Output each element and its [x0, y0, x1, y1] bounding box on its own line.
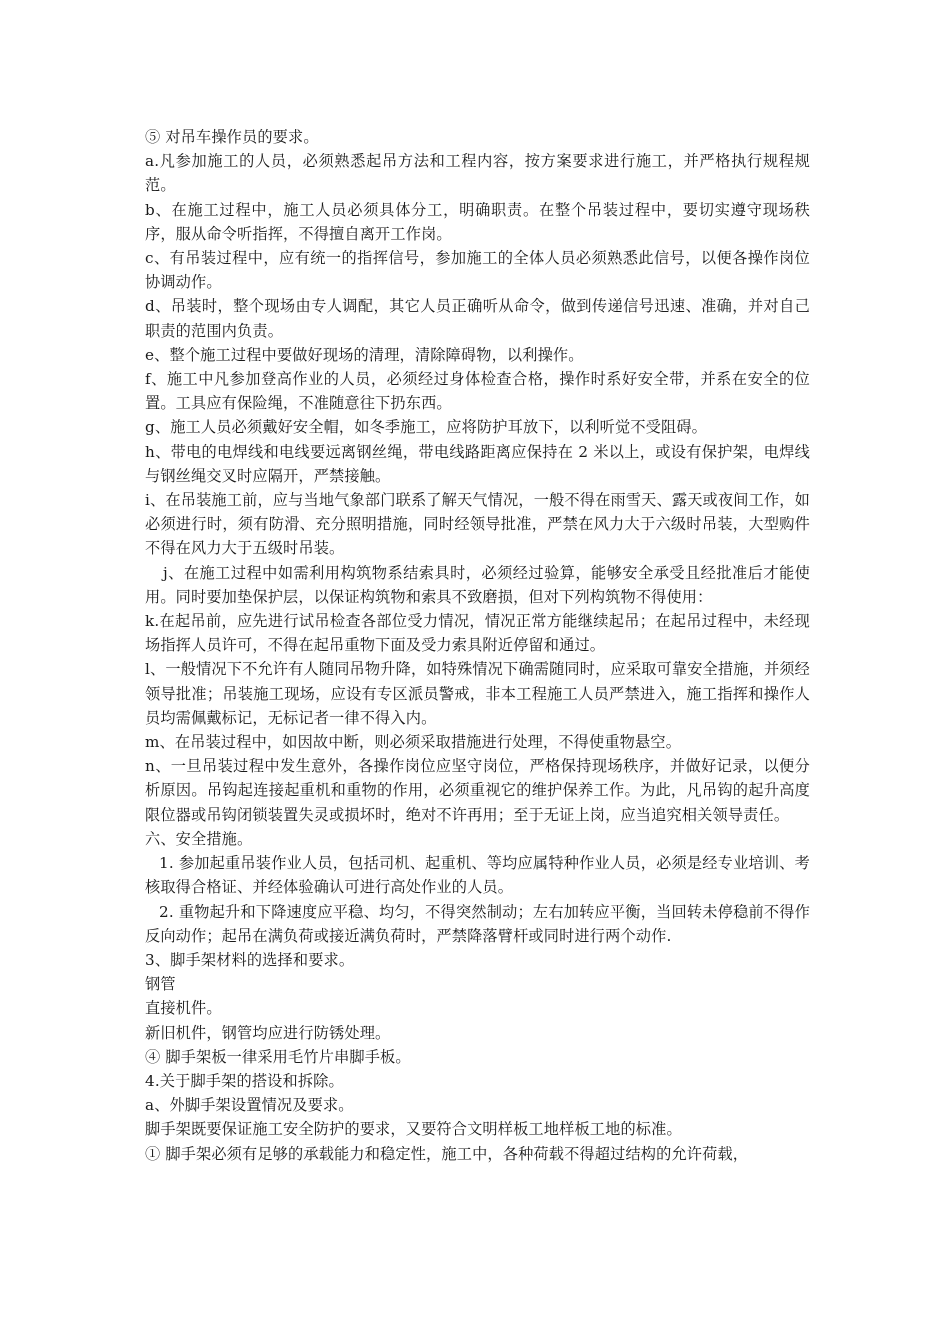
paragraph-external-scaffold: a、外脚手架设置情况及要求。	[145, 1096, 354, 1115]
paragraph-item-f: f、施工中凡参加登高作业的人员，必须经过身体检查合格，操作时系好安全带，并系在安全的位置。工具应有保险绳，不准随意往下扔东西。	[145, 370, 810, 413]
paragraph-item-n: n、一旦吊装过程中发生意外，各操作岗位应坚守岗位，严格保持现场秩序，并做好记录，以便分析原因。吊钩起连接起重机和重物的作用，必须重视它的维护保养工作。为此，凡吊钩的起升高度限位器或吊钩闭锁装置失灵或损坏时，绝对不许再用；至于无证上岗，应当追究相关领导责任。	[145, 757, 810, 824]
paragraph-safety-1: 1. 参加起重吊装作业人员，包括司机、起重机、等均应属特种作业人员，必须是经专业培训、考核取得合格证、并经体验确认可进行高处作业的人员。	[145, 854, 810, 897]
document-body	[145, 125, 810, 1166]
paragraph-item-i: i、在吊装施工前，应与当地气象部门联系了解天气情况，一般不得在雨雪天、露天或夜间工作，如必须进行时，须有防滑、充分照明措施，同时经领导批准，严禁在风力大于六级时吊装，大型购件不得在风力大于五级时吊装。	[145, 491, 810, 558]
paragraph-scaffold-erection: 4.关于脚手架的搭设和拆除。	[145, 1071, 344, 1090]
paragraph-scaffold-materials: 3、脚手架材料的选择和要求。	[145, 950, 355, 969]
paragraph-item-b: b、在施工过程中，施工人员必须具体分工，明确职责。在整个吊装过程中，要切实遵守现场秩序，服从命令听指挥，不得擅自离开工作岗。	[145, 200, 810, 243]
paragraph-item-g: g、施工人员必须戴好安全帽，如冬季施工，应将防护耳放下，以利听觉不受阻碍。	[145, 418, 708, 437]
paragraph-item-c: c、有吊装过程中，应有统一的指挥信号，参加施工的全体人员必须熟悉此信号，以便各操作岗位协调动作。	[145, 249, 810, 292]
paragraph-scaffold-standard: 脚手架既要保证施工安全防护的要求，又要符合文明样板工地样板工地的标准。	[145, 1120, 682, 1139]
paragraph-rust-treatment: 新旧机件，钢管均应进行防锈处理。	[145, 1023, 391, 1042]
paragraph-direct-fittings: 直接机件。	[145, 999, 222, 1018]
section-heading-safety-measures: 六、安全措施。	[145, 829, 253, 848]
paragraph-item-h: h、带电的电焊线和电线要远离钢丝绳，带电线路距离应保持在 2 米以上，或设有保护架，电焊线与钢丝绳交叉时应隔开，严禁接触。	[145, 442, 810, 485]
paragraph-item-m: m、在吊装过程中，如因故中断，则必须采取措施进行处理，不得使重物悬空。	[145, 733, 682, 752]
paragraph-steel-pipe: 钢管	[145, 975, 176, 994]
paragraph-item-l: l、一般情况下不允许有人随同吊物升降，如特殊情况下确需随同时，应采取可靠安全措施，并须经领导批准；吊装施工现场，应设有专区派员警戒，非本工程施工人员严禁进入，施工指挥和操作人员均需佩戴标记，无标记者一律不得入内。	[145, 660, 810, 727]
paragraph-item-a: a.凡参加施工的人员，必须熟悉起吊方法和工程内容，按方案要求进行施工，并严格执行规程规范。	[145, 152, 810, 195]
paragraph-scaffold-boards: ④ 脚手架板一律采用毛竹片串脚手板。	[145, 1047, 411, 1066]
paragraph-crane-operator-requirements: ⑤ 对吊车操作员的要求。	[145, 128, 319, 146]
paragraph-safety-2: 2. 重物起升和下降速度应平稳、均匀，不得突然制动；左右加转应平衡，当回转未停稳前不得作反向动作；起吊在满负荷或接近满负荷时，严禁降落臂杆或同时进行两个动作.	[145, 902, 810, 945]
paragraph-item-j: j、在施工过程中如需利用构筑物系结索具时，必须经过验算，能够安全承受且经批准后才能使用。同时要加垫保护层，以保证构筑物和索具不致磨损，但对下列构筑物不得使用：	[145, 563, 810, 606]
paragraph-item-d: d、吊装时，整个现场由专人调配，其它人员正确听从命令，做到传递信号迅速、准确，并对自己职责的范围内负责。	[145, 297, 810, 340]
paragraph-item-k: k.在起吊前，应先进行试吊检查各部位受力情况，情况正常方能继续起吊；在起吊过程中，未经现场指挥人员许可，不得在起吊重物下面及受力索具附近停留和通过。	[145, 612, 810, 655]
paragraph-scaffold-capacity: ① 脚手架必须有足够的承载能力和稳定性，施工中，各种荷载不得超过结构的允许荷载，	[145, 1144, 749, 1163]
paragraph-item-e: e、整个施工过程中要做好现场的清理，清除障碍物，以利操作。	[145, 345, 584, 364]
